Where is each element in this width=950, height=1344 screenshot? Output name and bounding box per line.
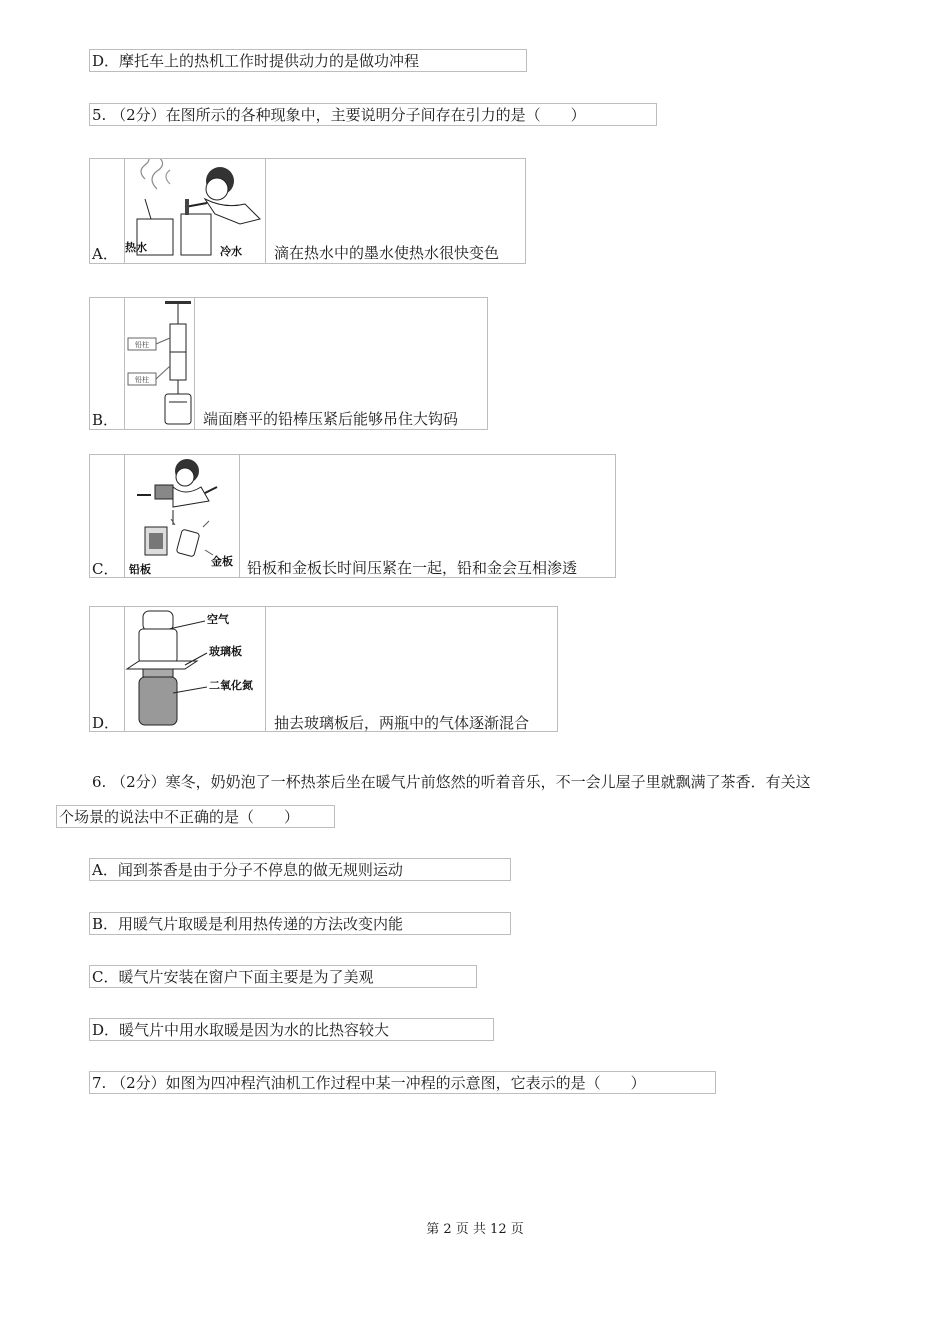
q5-c-label-lead-plate: 铅板	[129, 563, 151, 576]
q6-option-d[interactable]: D．暖气片中用水取暖是因为水的比热容较大	[92, 1021, 390, 1039]
q5-option-b-letter[interactable]: B．	[92, 411, 119, 429]
q5-b-label-lead-1: 铅柱	[135, 341, 149, 349]
q6-option-b[interactable]: B．用暖气片取暖是利用热传递的方法改变内能	[92, 915, 404, 933]
q5-option-c-figure	[124, 454, 240, 578]
q5-option-b-text: 端面磨平的铅棒压紧后能够吊住大钩码	[203, 410, 459, 428]
q5-option-c-text: 铅板和金板长时间压紧在一起，铅和金会互相渗透	[247, 559, 578, 577]
q5-option-a-letter[interactable]: A．	[92, 245, 118, 263]
q6-stem-line2: 个场景的说法中不正确的是（ ）	[59, 808, 300, 826]
q5-d-label-glass-plate: 玻璃板	[209, 645, 242, 658]
q5-a-label-cold-water: 冷水	[220, 245, 242, 258]
q5-d-label-no2: 二氧化氮	[209, 679, 253, 692]
page-footer: 第 2 页 共 12 页	[426, 1222, 524, 1237]
q5-d-label-air: 空气	[207, 613, 229, 626]
q5-option-a-figure	[124, 158, 266, 264]
q4-option-d[interactable]: D．摩托车上的热机工作时提供动力的是做功冲程	[92, 52, 420, 70]
q5-option-a-text: 滴在热水中的墨水使热水很快变色	[274, 244, 500, 262]
q6-stem-line1: 6. （2分）寒冬，奶奶泡了一杯热茶后坐在暖气片前悠然的听着音乐，不一会儿屋子里就飘满了茶香．有关这	[92, 773, 811, 791]
q5-b-label-lead-2: 铅柱	[135, 376, 149, 384]
q5-option-d-text: 抽去玻璃板后，两瓶中的气体逐渐混合	[274, 714, 530, 732]
q5-option-b-figure	[124, 297, 195, 430]
q5-option-d-figure	[124, 606, 266, 732]
q5-stem: 5. （2分）在图所示的各种现象中，主要说明分子间存在引力的是（ ）	[92, 106, 586, 124]
q6-option-c[interactable]: C．暖气片安装在窗户下面主要是为了美观	[92, 968, 374, 986]
q5-a-label-hot-water: 热水	[125, 241, 147, 254]
q7-stem: 7. （2分）如图为四冲程汽油机工作过程中某一冲程的示意图，它表示的是（ ）	[92, 1074, 646, 1092]
q5-c-label-gold-plate: 金板	[211, 555, 233, 568]
q5-option-c-letter[interactable]: C．	[92, 560, 119, 578]
q5-option-d-letter[interactable]: D．	[92, 714, 120, 732]
q6-option-a[interactable]: A．闻到茶香是由于分子不停息的做无规则运动	[92, 861, 403, 879]
